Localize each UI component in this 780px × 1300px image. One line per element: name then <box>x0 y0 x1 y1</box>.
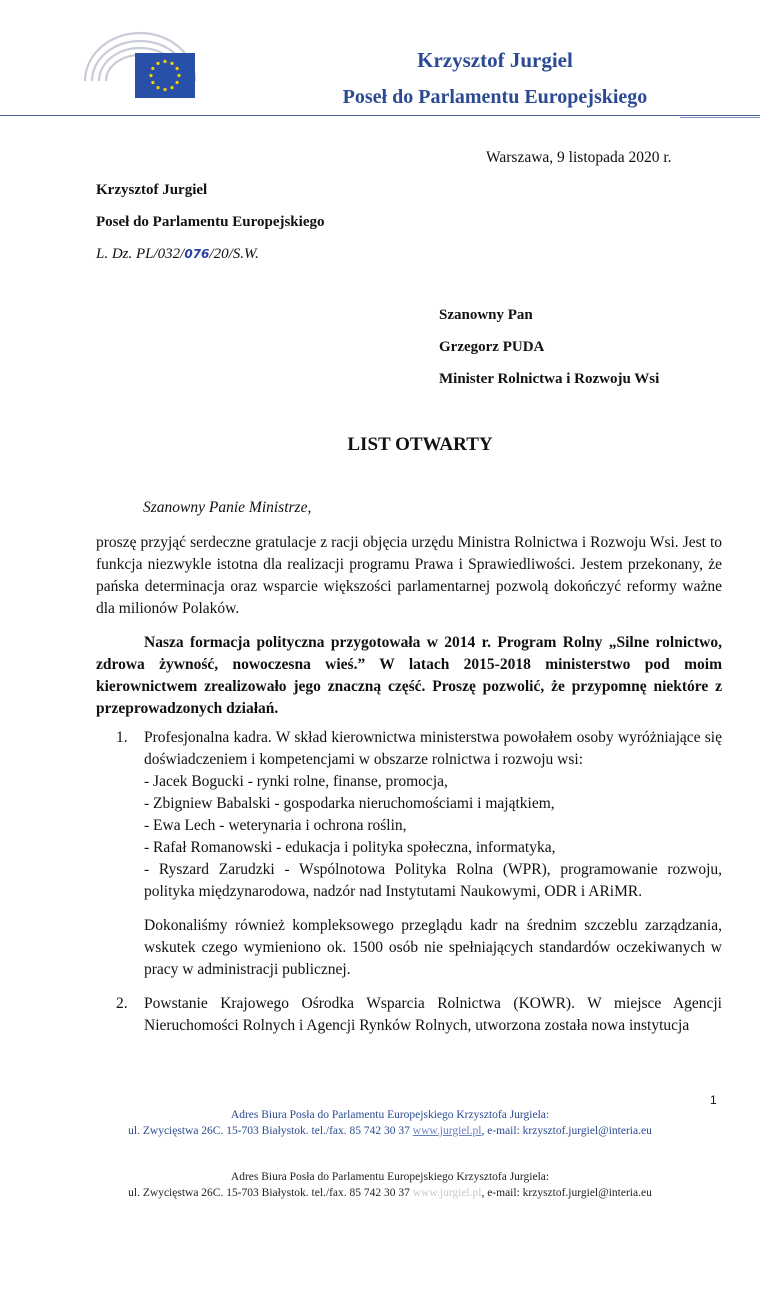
list-item-line: - Ewa Lech - weterynaria i ochrona roślin, <box>144 817 407 834</box>
footer-address <box>0 1107 780 1139</box>
footer-email: , e-mail: krzysztof.jurgiel@interia.eu <box>481 1187 652 1199</box>
footer-line2 <box>0 1123 780 1139</box>
footer-address-duplicate <box>0 1169 780 1201</box>
list-item-number: 2. <box>116 995 128 1012</box>
footer-line1: Adres Biura Posła do Parlamentu Europejskiego Krzysztofa Jurgiela: <box>230 1109 550 1121</box>
addressee-line2: Grzegorz PUDA <box>439 339 545 355</box>
eu-star-icon <box>151 67 154 70</box>
list-item-line: - Rafał Romanowski - edukacja i polityka społeczna, informatyka, <box>144 839 556 856</box>
eu-star-icon <box>149 74 152 77</box>
eu-star-icon <box>151 81 154 84</box>
footer-contact: ul. Zwycięstwa 26C. 15-703 Białystok. tel./fax. 85 742 30 37 <box>128 1187 410 1199</box>
list-item-line: - Zbigniew Babalski - gospodarka nieruchomościami i majątkiem, <box>144 795 555 812</box>
footer-line1: Adres Biura Posła do Parlamentu Europejskiego Krzysztofa Jurgiela: <box>230 1171 550 1183</box>
letter-title: LIST OTWARTY <box>347 434 493 455</box>
website-link[interactable]: www.jurgiel.pl <box>412 1125 482 1137</box>
list-item-intro: Profesjonalna kadra. W skład kierownictwa ministerstwa powołałem osoby wyróżniające się doświadczeniem i kompetencjami w obszarze rolnictwa i rozwoju wsi: <box>144 729 722 768</box>
eu-star-icon <box>170 62 173 65</box>
list-item <box>96 993 722 1037</box>
paragraph-1: proszę przyjąć serdeczne gratulacje z racji objęcia urzędu Ministra Rolnictwa i Rozwoju Wsi. Jest to funkcja niezwykle istotna dla realizacji programu Prawa i Sprawiedliwości. Jestem przekonany, że pańska determinacja oraz wsparcie większości parlamentarnej pozwolą dokończyć reformy ważne dla milionów Polaków. <box>96 534 722 617</box>
letter-date: Warszawa, 9 listopada 2020 r. <box>486 149 672 166</box>
eu-star-icon <box>176 67 179 70</box>
addressee-block <box>439 305 659 401</box>
eu-star-icon <box>156 62 159 65</box>
list-item <box>96 727 722 981</box>
reference-number <box>96 244 324 276</box>
list-item-line: - Ryszard Zarudzki - Wspólnotowa Polityka Rolna (WPR), programowanie rozwoju, polityka międzynarodowa, nadzór nad Instytutami Naukowymi, ODR i ARiMR. <box>144 861 722 900</box>
sender-role: Poseł do Parlamentu Europejskiego <box>96 214 325 230</box>
eu-star-icon <box>170 86 173 89</box>
page-number: 1 <box>710 1093 717 1107</box>
eu-star-icon <box>176 81 179 84</box>
list-item-text: Powstanie Krajowego Ośrodka Wsparcia Rolnictwa (KOWR). W miejsce Agencji Nieruchomości Rolnych i Agencji Rynków Rolnych, utworzona została nowa instytucja <box>144 995 722 1034</box>
numbered-list <box>96 727 722 1037</box>
sender-block <box>96 180 324 276</box>
salutation: Szanowny Panie Ministrze, <box>143 499 312 516</box>
website-link-faint: www.jurgiel.pl <box>412 1187 482 1199</box>
sender-name: Krzysztof Jurgiel <box>96 182 208 198</box>
european-parliament-logo-icon <box>80 25 200 105</box>
eu-star-icon <box>163 88 166 91</box>
reference-suffix: /20/S.W. <box>209 246 259 262</box>
list-item-number: 1. <box>116 729 128 746</box>
reference-prefix: L. Dz. PL/032/ <box>96 246 185 262</box>
paragraph-2: Nasza formacja polityczna przygotowała w 2014 r. Program Rolny „Silne rolnictwo, zdrowa żywność, nowoczesna wieś.” W latach 2015-2018 ministerstwo pod moim kierownictwem zrealizowało jego znaczną część. Proszę pozwolić, że przypomnę niektóre z przeprowadzonych działań. <box>96 634 722 717</box>
header-divider-accent <box>680 117 760 118</box>
eu-star-icon <box>163 60 166 63</box>
addressee-line1: Szanowny Pan <box>439 307 533 323</box>
eu-star-icon <box>177 74 180 77</box>
footer-contact: ul. Zwycięstwa 26C. 15-703 Białystok. tel./fax. 85 742 30 37 <box>128 1125 410 1137</box>
addressee-line3: Minister Rolnictwa i Rozwoju Wsi <box>439 371 660 387</box>
eu-star-icon <box>156 86 159 89</box>
list-item-line: - Jacek Bogucki - rynki rolne, finanse, promocja, <box>144 773 448 790</box>
footer-email: , e-mail: krzysztof.jurgiel@interia.eu <box>481 1125 652 1137</box>
header-role: Poseł do Parlamentu Europejskiego <box>342 86 648 108</box>
reference-handwritten: 076 <box>184 247 210 261</box>
list-item-extra: Dokonaliśmy również kompleksowego przeglądu kadr na średnim szczeblu zarządzania, wskutek czego wymieniono ok. 1500 osób nie spełniających standardów oczekiwanych w pracy w administracji publicznej. <box>144 917 722 978</box>
header-name: Krzysztof Jurgiel <box>417 48 573 72</box>
header-divider <box>0 115 760 116</box>
footer-line2 <box>0 1185 780 1201</box>
